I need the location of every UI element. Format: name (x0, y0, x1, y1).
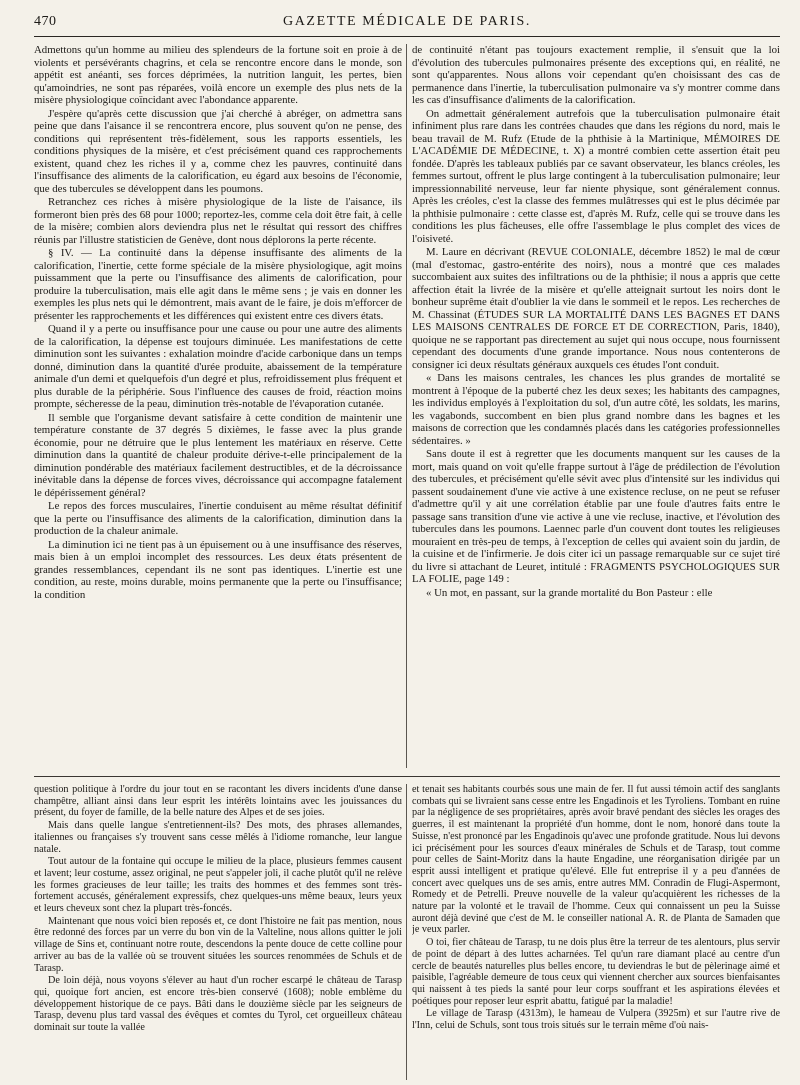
paragraph: Sans doute il est à regretter que les documents manquent sur les causes de la mort, mais quand on voit qu'elle frappe surtout à l'âge de prédilection de l'évolution des tubercules, et précisément qu'elle sévit avec plus d'intensité sur les individus qui passent soudainement d'une vie active à une existence recluse, on ne peut se refuser d'admettre qu'il y ait une corrélation établie par une foule d'autres faits entre le passage sans transition d'une vie active à une vie recluse, inactive, et l'évolution des tubercules dans les poumons. Laennec parle d'un couvent dont toutes les religieuses mouraient en très-peu de temps, à l'exception de celles qui avaient soin du jardin, de la cuisine et de l'infirmerie. Je dois citer ici un passage remarquable sur ce sujet tiré du livre si attachant de Leuret, intitulé : FRAGMENTS PSYCHOLOGIQUES SUR LA FOLIE, page 149 : (412, 448, 780, 585)
paragraph: Admettons qu'un homme au milieu des splendeurs de la fortune soit en proie à de violents et persévérants chagrins, et cela se rencontre encore dans le monde, son appétit est anéanti, ses forces déprimées, la nutrition languit, les pertes, bien qu'amoindries, ne sont pas réparées, voilà encore un exemple des plus nets de la misère physiologique coïncidant avec l'abondance apparente. (34, 44, 402, 106)
paragraph: Quand il y a perte ou insuffisance pour une cause ou pour une autre des aliments de la calorification, la dépense est toujours diminuée. Les manifestations de cette diminution sont les suivantes : exhalation moindre d'acide carbonique dans un temps donné, diminution dans la quantité d'urée produite, abaissement de la température animale d'un demi et quelquefois d'un degré et plus, refroidissement plus fréquent et plus durable de la périphérie. Sous l'influence des causes de froid, réaction moins prompte, sécheresse de la peau, diminution très-notable de l'évaporation cutanée. (34, 323, 402, 410)
paragraph: De loin déjà, nous voyons s'élever au haut d'un rocher escarpé le château de Tarasp qui, quoique fort ancien, est encore très-bien conservé (1608); noble emblème du développement historique de ce pays. Bâti dans le douzième siècle par les seigneurs de Tarasp, devenu plus tard vassal des évêques et comtes du Tyrol, cet orgueilleux château dominait sur toute la vallée (34, 975, 402, 1034)
paragraph: J'espère qu'après cette discussion que j'ai cherché à abréger, on admettra sans peine que dans l'aisance il se rencontrera encore, plus souvent qu'on ne pense, des conditions qui représentent très-fidèlement, sous les rapports essentiels, les conditions physiques de la misère, et c'est précisément quand ces rapprochements existent, quand chez les riches il y a, comme chez les pauvres, continuité dans l'insuffisance des aliments de la calorification, eu égard aux besoins de l'économie, que des tubercules se développent dans les poumons. (34, 107, 402, 195)
paragraph: Tout autour de la fontaine qui occupe le milieu de la place, plusieurs femmes causent et lavent; leur costume, assez original, ne peut s'appeler joli, il cache plutôt qu'il ne relève les formes gracieuses de leur taille; les traits des hommes et des femmes sont très-fortement accusés, généralement expressifs, chez quelques-uns même beaux, leurs yeux et leurs cheveux sont chez la plupart très-foncés. (34, 856, 402, 915)
paragraph: M. Laure en décrivant (REVUE COLONIALE, décembre 1852) le mal de cœur (mal d'estomac, gastro-entérite des noirs), nous a montré que ces malades succombaient aux suites des infiltrations ou de la phthisie; il nous a appris que cette affection était la livrée de la misère et qu'elle atteignait surtout les noirs dont le bonheur suprême était d'oublier la vie dans le sommeil et le repos. Les recherches de M. Chassinat (ÉTUDES SUR LA MORTALITÉ DANS LES BAGNES ET DANS LES MAISONS CENTRALES DE FORCE ET DE CORRECTION, Paris, 1840), quoique ne se rapportant pas directement au sujet qui nous occupe, nous fournissent cependant des documents d'une grande importance. Nous nous contenterons de consigner ici deux résultats généraux auxquels ces études l'ont conduit. (412, 246, 780, 371)
paragraph: Le repos des forces musculaires, l'inertie conduisent au même résultat définitif que la perte ou l'insuffisance des aliments de la calorification, diminution dans la production de la chaleur animale. (34, 500, 402, 537)
page-number: 470 (34, 14, 57, 29)
lower-left-column (34, 784, 402, 1080)
upper-right-column (412, 44, 780, 768)
paragraph: O toi, fier château de Tarasp, tu ne dois plus être la terreur de tes alentours, plus servir de point de départ à des luttes acharnées. Tel qu'un rare diamant placé au centre d'un cercle de beautés naturelles plus belles encore, tu deviendras le but de pèlerinage aimé et paisible, l'agréable demeure de tous ceux qui viennent chercher aux sources bienfaisantes qui naissent à tes pieds la santé pour leur corps souffrant et les aspirations élevées et poétiques pour reposer leur esprit abattu, fatigué par la maladie! (412, 937, 780, 1007)
section-paragraph: § IV. — La continuité dans la dépense insuffisante des aliments de la calorification, l'inertie, cette forme spéciale de la misère physiologique, agit moins puissamment que la perte ou l'insuffisance des aliments de calorification, pour produire la tuberculisation, mais elle agit dans le même sens ; je vais en donner les exemples les plus nets qui le démontrent, mais avant de le faire, je dois m'efforcer de présenter les rapprochements et les différences qui existent entre ces divers états. (34, 247, 402, 322)
paragraph: Maintenant que nous voici bien reposés et, ce dont l'histoire ne fait pas mention, nous être redonné des forces par un verre du bon vin de la Valteline, nous allons quitter le joli village de Sins et, continuant notre route, descendons la pente douce de cette colline pour arriver au bas de la vallée où se trouvent situées les sources renommées de Schuls et de Tarasp. (34, 915, 402, 974)
feuilleton-divider (34, 776, 780, 777)
quotation-paragraph: « Dans les maisons centrales, les chances les plus grandes de mortalité se montrent à l'époque de la puberté chez les deux sexes; les habitants des campagnes, les individus employés à l'exploitation du sol, d'un autre côté, les soldats, les marins, les vagabonds, succombent en bien plus grand nombre dans les bagnes et les maisons de correction que les condamnés placés dans les catégories professionnelles sédentaires. » (412, 372, 780, 447)
column-divider (406, 44, 407, 768)
paragraph: On admettait généralement autrefois que la tuberculisation pulmonaire était infiniment plus rare dans les contrées chaudes que dans les régions du nord, mais le beau travail de M. Rufz (Etude de la phthisie à la Martinique, MÉMOIRES DE L'ACADÉMIE DE MÉDECINE, t. X) a montré combien cette assertion était peu fondée. D'après les tableaux publiés par ce savant observateur, les blancs créoles, les femmes surtout, offrent le plus large contingent à la tuberculisation pulmonaire; leur impressionnabilité nerveuse, leur far niente physique, sont généralement connus. Après les créoles, c'est la classe des femmes mulâtresses qui est le plus décimée par la phthisie pulmonaire : cette classe est, d'après M. Rufz, celle qui se trouve dans les conditions les plus fâcheuses, elle offre l'assemblage le plus complet des vices de l'oisiveté. (412, 107, 780, 245)
paragraph: La diminution ici ne tient pas à un épuisement ou à une insuffisance des réserves, mais bien à un emploi incomplet des ressources. Les deux états présentent de grandes ressemblances, cependant ils ne sont pas identiques. L'inertie est une condition, au reste, moins durable, moins permanente que la perte ou l'insuffisance; la condition (34, 538, 402, 601)
quotation-paragraph: « Un mot, en passant, sur la grande mortalité du Bon Pasteur : elle (426, 586, 713, 599)
page-header (34, 10, 780, 37)
paragraph: Il semble que l'organisme devant satisfaire à cette condition de maintenir une température constante de 37 degrés 5 dixièmes, le fasse avec la plus grande économie, pour ne détruire que le plus lentement les matériaux en réserve. Cette diminution dans la quantité de chaleur produite dérive-t-elle principalement de la diminution pondérable des matériaux facilement destructibles, et de la décroissance inévitable dans la dépense de forces vives, décroissance qui accompagne fatalement le dépérissement général? (34, 411, 402, 499)
paragraph: question politique à l'ordre du jour tout en se racontant les divers incidents d'une danse champêtre, alliant ainsi dans leur esprit les intérêts lointains avec les jouissances du présent, du foyer de famille, de la belle nature des Alpes et de ses joies. (34, 784, 402, 819)
column-divider-lower (406, 784, 407, 1080)
paragraph: Mais dans quelle langue s'entretiennent-ils? Des mots, des phrases allemandes, italiennes ou françaises s'y trouvent sans cesse mêlés à l'idiome romanche, leur langue natale. (34, 820, 402, 855)
paragraph: de continuité n'étant pas toujours exactement remplie, il s'ensuit que la loi d'évolution des tubercules pulmonaires présente des exceptions qui, en réalité, ne sont qu'apparentes. Nous allons voir cependant qu'en choisissant des cas de permanence dans l'inertie, la tuberculisation pulmonaire va s'y montrer comme dans les cas d'insuffisance d'aliments de la calorification. (412, 44, 780, 106)
lower-right-column (412, 784, 780, 1080)
upper-left-column (34, 44, 402, 768)
paragraph: Retranchez ces riches à misère physiologique de la liste de l'aisance, ils formeront bien près des 68 pour 1000; reportez-les, comme cela doit être fait, à celle de la misère; combien alors deviendra plus net le résultat qui ressort des chiffres réunis par l'illustre statisticien de Genève, dont nous déplorons la perte récente. (34, 196, 402, 246)
paragraph: et tenait ses habitants courbés sous une main de fer. Il fut aussi témoin actif des sanglants combats qui se livraient sans cesse entre les Engadinois et les Tyroliens. Tombant en ruine par la négligence de ses propriétaires, après avoir bravé pendant des siècles les orages des guerres, il est maintenant la propriété d'un homme, dont le nom, honoré dans toute la Suisse, n'est prononcé par les Engadinois qu'avec une profonde gratitude. Nous lui devons ici précisément pour les sources d'eaux minérales de Schuls et de Tarasp, tout comme pour celles de Saint-Moritz dans la haute Engadine, une réorganisation dirigée par un esprit aussi intelligent et pratique qu'élevé. Elle fut entreprise il y a peu d'années de concert avec quelques uns de ses amis, entre autres MM. Conradin de Flugi-Aspermont, Romedy et de Petrelli. Preuve nouvelle de la valeur qu'acquièrent les richesses de la nature par la volonté et le travail de l'homme. Ceux qui connaissent un peu la Suisse auront déjà deviné que c'est de M. le conseiller national A. R. de Planta de Samaden que je veux parler. (412, 784, 780, 936)
journal-title: GAZETTE MÉDICALE DE PARIS. (283, 14, 531, 29)
paragraph: Le village de Tarasp (4313m), le hameau de Vulpera (3925m) et sur l'autre rive de l'Inn, celui de Schuls, sont tous trois situés sur le terrain même d'où nais- (412, 1008, 780, 1032)
